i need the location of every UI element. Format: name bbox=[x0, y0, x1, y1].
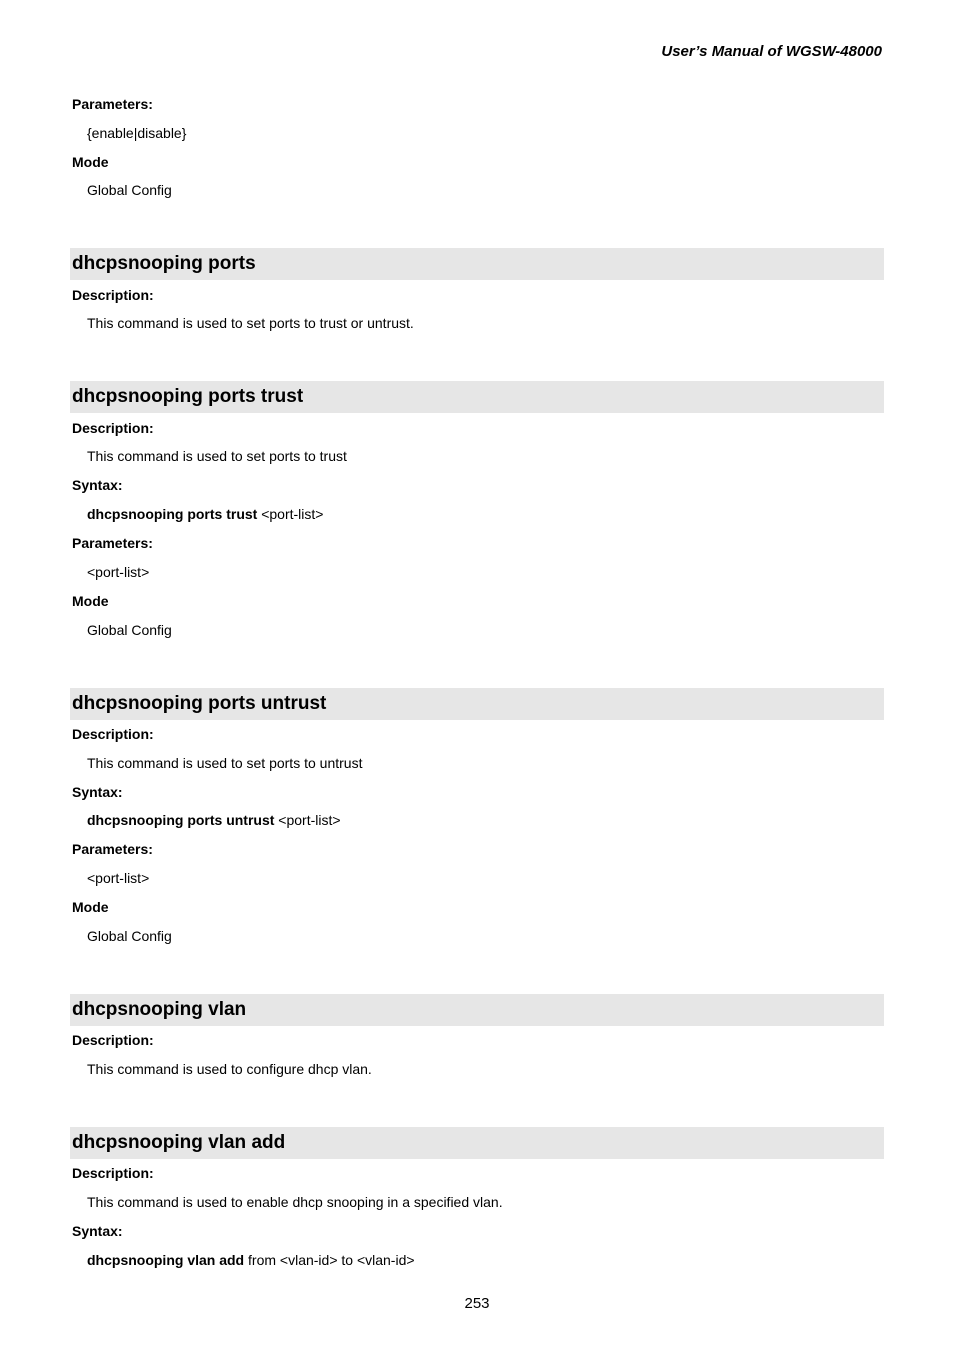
description-text: This command is used to configure dhcp vlan. bbox=[87, 1061, 372, 1077]
mode-label: Mode bbox=[72, 154, 109, 170]
parameters-label: Parameters: bbox=[72, 96, 153, 112]
manual-header-title: User’s Manual of WGSW-48000 bbox=[661, 43, 882, 60]
description-label: Description: bbox=[72, 1165, 154, 1181]
parameters-value: <port-list> bbox=[87, 870, 150, 886]
page-number: 253 bbox=[464, 1295, 490, 1312]
parameters-label: Parameters: bbox=[72, 841, 153, 857]
mode-value: Global Config bbox=[87, 928, 172, 944]
mode-value: Global Config bbox=[87, 622, 172, 638]
section-title: dhcpsnooping ports trust bbox=[72, 386, 304, 407]
syntax-line bbox=[87, 1251, 415, 1269]
description-text: This command is used to set ports to trust or untrust. bbox=[87, 315, 414, 331]
description-label: Description: bbox=[72, 287, 154, 303]
syntax-line bbox=[87, 811, 341, 829]
section-title: dhcpsnooping ports untrust bbox=[72, 693, 327, 714]
syntax-label: Syntax: bbox=[72, 1223, 123, 1239]
section-heading-band bbox=[70, 248, 884, 280]
section-heading-band bbox=[70, 1127, 884, 1159]
description-label: Description: bbox=[72, 726, 154, 742]
section-heading-band bbox=[70, 381, 884, 413]
section-title: dhcpsnooping ports bbox=[72, 253, 256, 274]
description-label: Description: bbox=[72, 1032, 154, 1048]
syntax-command: dhcpsnooping ports trust bbox=[87, 506, 258, 522]
mode-label: Mode bbox=[72, 899, 109, 915]
syntax-arguments: from <vlan-id> to <vlan-id> bbox=[244, 1252, 415, 1268]
syntax-arguments: <port-list> bbox=[257, 506, 324, 522]
section-heading-band bbox=[70, 994, 884, 1026]
parameters-value: {enable|disable} bbox=[87, 125, 187, 141]
parameters-label: Parameters: bbox=[72, 535, 153, 551]
syntax-command: dhcpsnooping ports untrust bbox=[87, 812, 275, 828]
description-label: Description: bbox=[72, 420, 154, 436]
mode-value: Global Config bbox=[87, 182, 172, 198]
description-text: This command is used to set ports to trust bbox=[87, 448, 347, 464]
description-text: This command is used to enable dhcp snooping in a specified vlan. bbox=[87, 1194, 503, 1210]
syntax-arguments: <port-list> bbox=[274, 812, 341, 828]
syntax-command: dhcpsnooping vlan add bbox=[87, 1252, 245, 1268]
parameters-value: <port-list> bbox=[87, 564, 150, 580]
syntax-label: Syntax: bbox=[72, 477, 123, 493]
section-heading-band bbox=[70, 688, 884, 720]
section-title: dhcpsnooping vlan bbox=[72, 999, 247, 1020]
section-title: dhcpsnooping vlan add bbox=[72, 1132, 286, 1153]
description-text: This command is used to set ports to untrust bbox=[87, 755, 363, 771]
syntax-label: Syntax: bbox=[72, 784, 123, 800]
mode-label: Mode bbox=[72, 593, 109, 609]
syntax-line bbox=[87, 505, 323, 523]
